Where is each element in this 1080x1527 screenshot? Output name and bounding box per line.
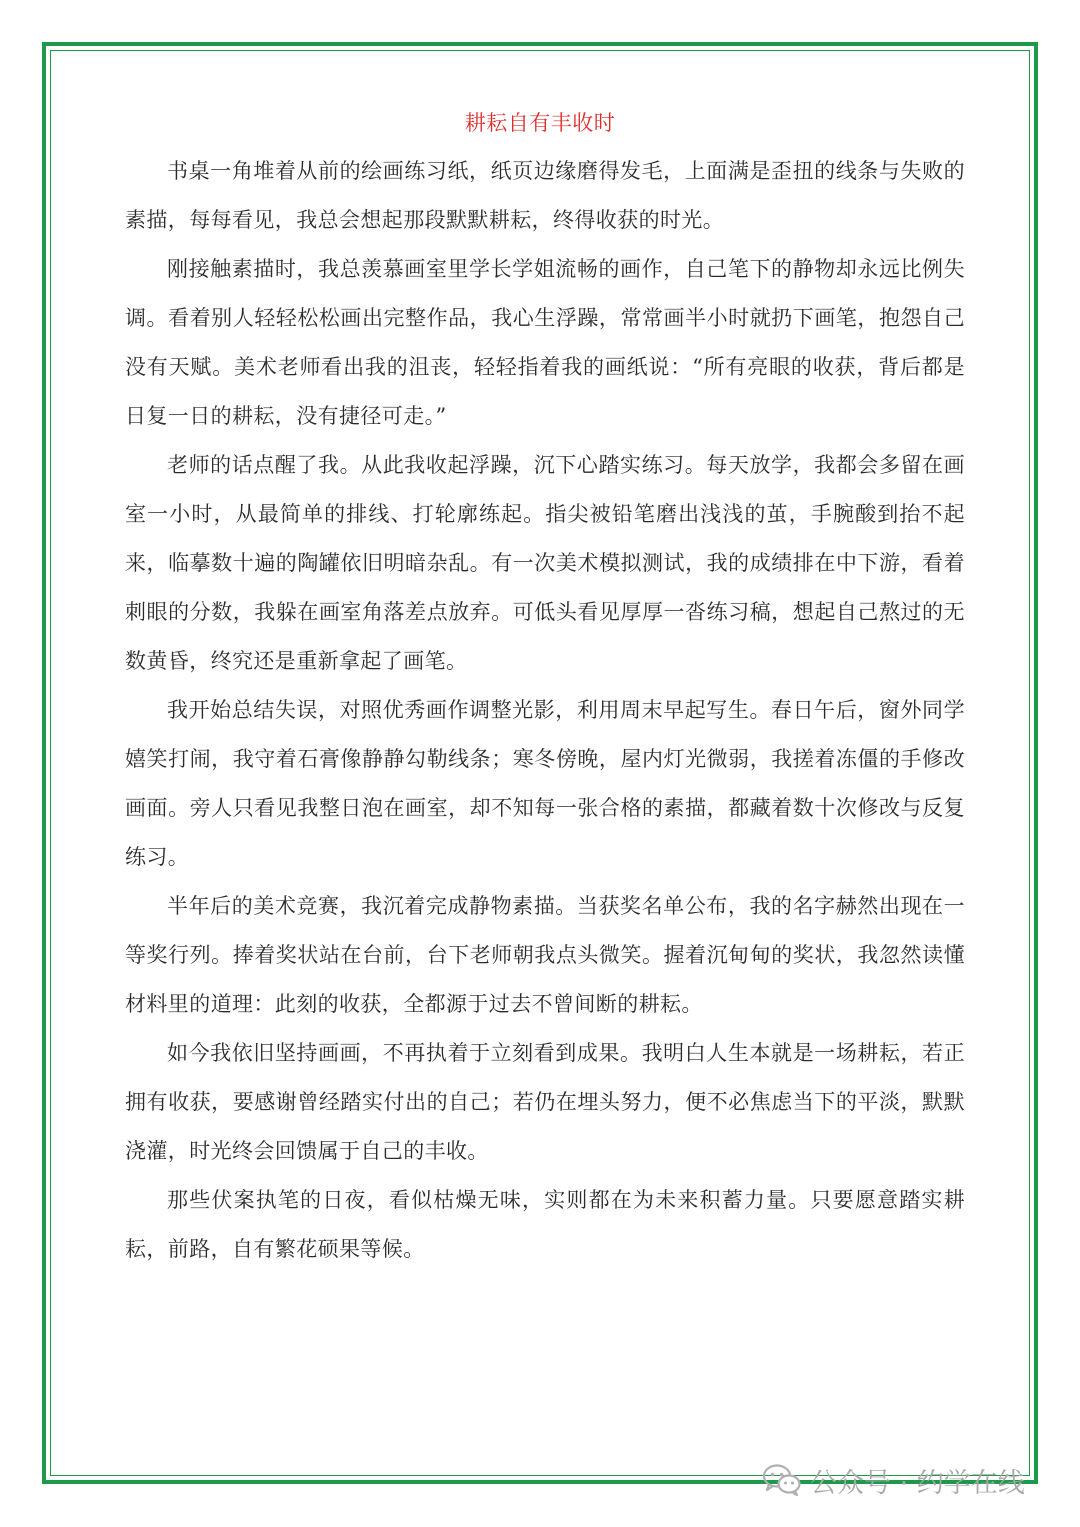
- paragraph: 如今我依旧坚持画画，不再执着于立刻看到成果。我明白人生本就是一场耕耘，若正拥有收获，要感谢曾经踏实付出的自己；若仍在埋头努力，便不必焦虑当下的平淡，默默浇灌，时光终会回馈属于自己的丰收。: [125, 1041, 965, 1163]
- essay-body: [125, 147, 965, 1274]
- paragraph: 我开始总结失误，对照优秀画作调整光影，利用周末早起写生。春日午后，窗外同学嬉笑打闹，我守着石膏像静静勾勒线条；寒冬傍晚，屋内灯光微弱，我搓着冻僵的手修改画面。旁人只看见我整日泡在画室，却不知每一张合格的素描，都藏着数十次修改与反复练习。: [125, 698, 965, 869]
- paragraph: 书桌一角堆着从前的绘画练习纸，纸页边缘磨得发毛，上面满是歪扭的线条与失败的素描，每每看见，我总会想起那段默默耕耘，终得收获的时光。: [125, 159, 965, 232]
- paragraph: 半年后的美术竞赛，我沉着完成静物素描。当获奖名单公布，我的名字赫然出现在一等奖行列。捧着奖状站在台前，台下老师朝我点头微笑。握着沉甸甸的奖状，我忽然读懂材料里的道理：此刻的收获，全都源于过去不曾间断的耕耘。: [125, 894, 965, 1016]
- watermark: [762, 1458, 1025, 1502]
- paragraph: 刚接触素描时，我总羡慕画室里学长学姐流畅的画作，自己笔下的静物却永远比例失调。看着别人轻轻松松画出完整作品，我心生浮躁，常常画半小时就扔下画笔，抱怨自己没有天赋。美术老师看出我的沮丧，轻轻指着我的画纸说：“所有亮眼的收获，背后都是日复一日的耕耘，没有捷径可走。”: [125, 257, 965, 428]
- essay-title: 耕耘自有丰收时: [464, 111, 616, 135]
- paragraph: 那些伏案执笔的日夜，看似枯燥无味，实则都在为未来积蓄力量。只要愿意踏实耕耘，前路，自有繁花硕果等候。: [125, 1188, 965, 1261]
- paragraph: 老师的话点醒了我。从此我收起浮躁，沉下心踏实练习。每天放学，我都会多留在画室一小时，从最简单的排线、打轮廓练起。指尖被铅笔磨出浅浅的茧，手腕酸到抬不起来，临摹数十遍的陶罐依旧明暗杂乱。有一次美术模拟测试，我的成绩排在中下游，看着刺眼的分数，我躲在画室角落差点放弃。可低头看见厚厚一沓练习稿，想起自己熬过的无数黄昏，终究还是重新拿起了画笔。: [125, 453, 965, 673]
- wechat-icon: [762, 1463, 802, 1497]
- watermark-text: 公众号 · 约学在线: [810, 1467, 1025, 1499]
